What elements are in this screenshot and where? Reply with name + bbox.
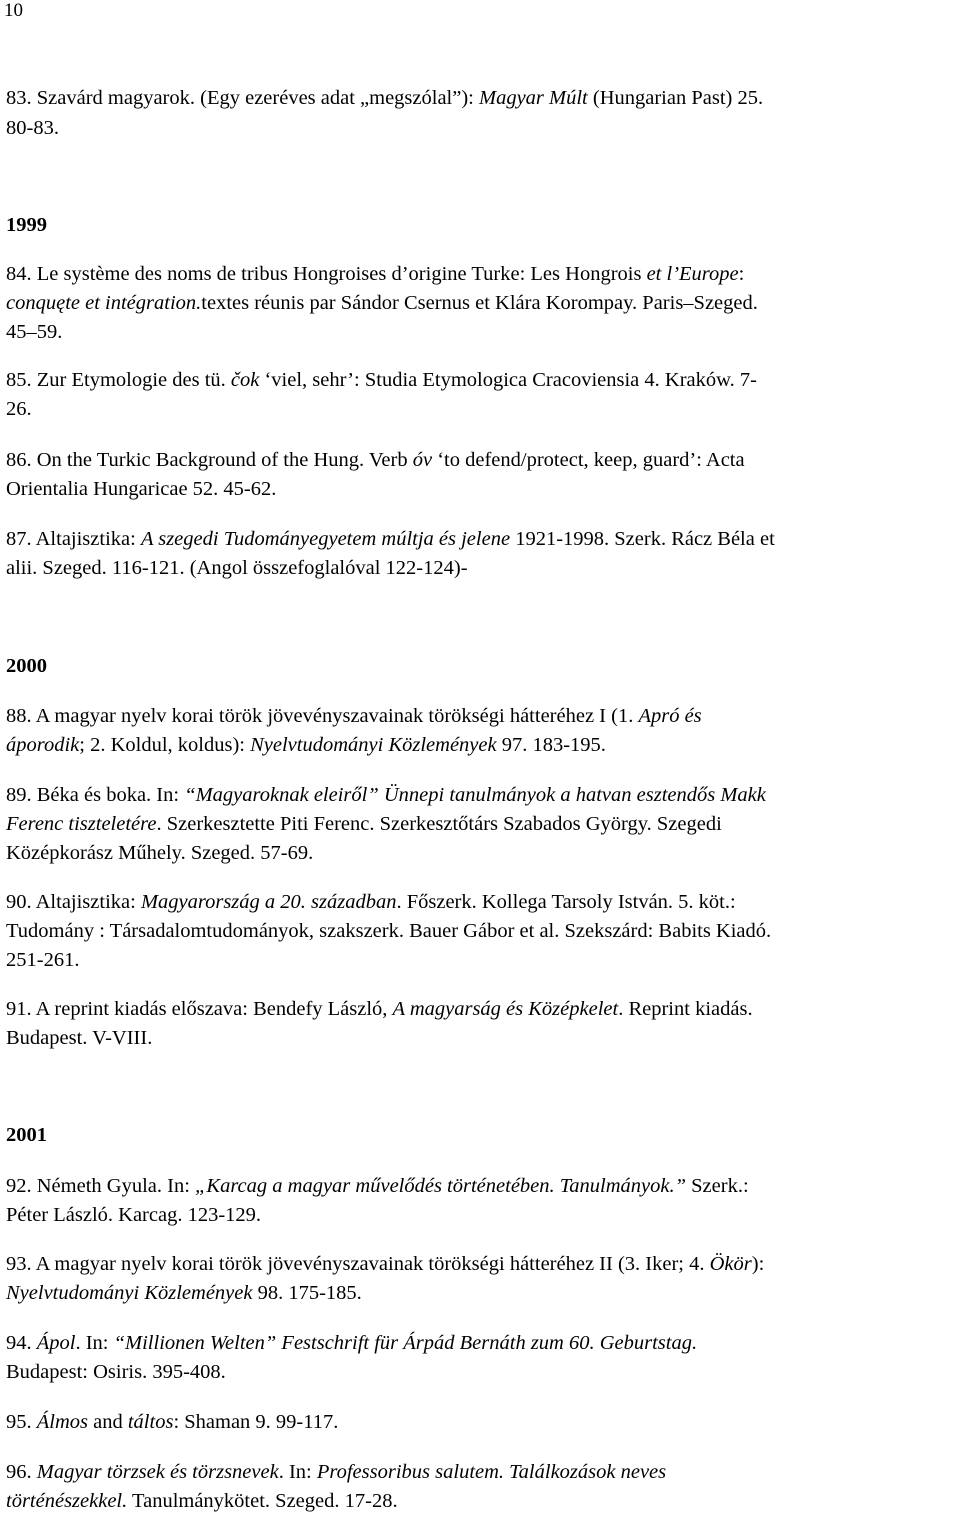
entry-text: Középkorász Műhely. Szeged. 57-69. bbox=[6, 842, 314, 864]
italic-title-text: “Millionen Welten” Festschrift für Árpád Bernáth zum 60. Geburtstag. bbox=[113, 1332, 698, 1354]
page-number: 10 bbox=[4, 0, 23, 21]
entry-text: . Reprint kiadás. bbox=[618, 998, 753, 1020]
bibliography-entry-line bbox=[6, 116, 59, 140]
bibliography-entry-line bbox=[6, 1281, 362, 1305]
bibliography-entry-line bbox=[6, 997, 753, 1021]
bibliography-entry-line bbox=[6, 890, 736, 914]
italic-title-text: Nyelvtudományi Közlemények bbox=[250, 734, 497, 756]
entry-text: alii. Szeged. 116-121. (Angol összefoglalóval 122-124)- bbox=[6, 557, 468, 579]
entry-text: . In: bbox=[75, 1332, 114, 1354]
entry-text: 95. bbox=[6, 1411, 37, 1433]
italic-title-text: conquęte et intégration. bbox=[6, 292, 202, 314]
bibliography-entry-line bbox=[6, 1174, 749, 1198]
bibliography-entry-line bbox=[6, 397, 32, 421]
bibliography-entry-line bbox=[6, 1252, 764, 1276]
bibliography-entry-line bbox=[6, 704, 702, 728]
bibliography-entry-line bbox=[6, 527, 775, 551]
bibliography-entry-line bbox=[6, 86, 763, 110]
italic-title-text: Ápol bbox=[36, 1332, 76, 1354]
entry-text: ‘to defend/protect, keep, guard’: Acta bbox=[432, 449, 745, 471]
entry-text: 87. Altajisztika: bbox=[6, 528, 141, 550]
bibliography-entry-line bbox=[6, 841, 313, 865]
bibliography-entry-line bbox=[6, 1203, 261, 1227]
entry-text: 96. bbox=[6, 1461, 37, 1483]
entry-text: Tudomány : Társadalomtudományok, szakszerk. Bauer Gábor et al. Szekszárd: Babits Kiadó. bbox=[6, 920, 772, 942]
italic-title-text: áporodik bbox=[6, 734, 80, 756]
italic-title-text: Magyar Múlt bbox=[479, 87, 588, 109]
entry-text: : bbox=[738, 263, 745, 285]
italic-title-text: óv bbox=[412, 449, 433, 471]
entry-text: Péter László. Karcag. 123-129. bbox=[6, 1204, 262, 1226]
italic-title-text: čok bbox=[230, 369, 260, 391]
italic-title-text: Ferenc tiszteletére bbox=[6, 813, 157, 835]
entry-text: Budapest: Osiris. 395-408. bbox=[6, 1361, 226, 1383]
entry-text: 86. On the Turkic Background of the Hung. Verb bbox=[6, 449, 413, 471]
bibliography-entry-line bbox=[6, 919, 771, 943]
bibliography-entry-line bbox=[6, 1489, 398, 1513]
bibliography-entry-line bbox=[6, 368, 757, 392]
italic-title-text: A magyarság és Középkelet bbox=[392, 998, 619, 1020]
entry-text: . Szerkesztette Piti Ferenc. Szerkesztőtárs Szabados György. Szegedi bbox=[156, 813, 722, 835]
italic-title-text: Álmos bbox=[36, 1411, 88, 1433]
italic-title-text: Magyarország a 20. században bbox=[140, 891, 397, 913]
entry-text: 98. 175-185. bbox=[252, 1282, 362, 1304]
entry-text: 1921-1998. Szerk. Rácz Béla et bbox=[510, 528, 775, 550]
entry-text: 26. bbox=[6, 398, 32, 420]
entry-text: 84. Le système des noms de tribus Hongroises d’origine Turke: Les Hongrois bbox=[6, 263, 647, 285]
bibliography-entry-line bbox=[6, 1460, 666, 1484]
entry-text: 89. Béka és boka. In: bbox=[6, 784, 185, 806]
entry-text: 92. Németh Gyula. In: bbox=[6, 1175, 196, 1197]
entry-text: 45–59. bbox=[6, 321, 63, 343]
entry-text: 80-83. bbox=[6, 117, 59, 139]
entry-text: 251-261. bbox=[6, 949, 80, 971]
entry-text: Tanulmánykötet. Szeged. 17-28. bbox=[127, 1490, 398, 1512]
bibliography-entry-line bbox=[6, 783, 766, 807]
entry-text: . Főszerk. Kollega Tarsoly István. 5. köt.: bbox=[396, 891, 736, 913]
entry-text: 83. Szavárd magyarok. (Egy ezeréves adat „megszólal”): bbox=[6, 87, 479, 109]
bibliography-entry-line bbox=[6, 320, 62, 344]
entry-text: 94. bbox=[6, 1332, 37, 1354]
entry-text: Szerk.: bbox=[686, 1175, 749, 1197]
italic-title-text: Ökör bbox=[709, 1253, 752, 1275]
bibliography-entry-line bbox=[6, 291, 758, 315]
italic-title-text: Professoribus salutem. Találkozások neves bbox=[316, 1461, 667, 1483]
entry-text: ; 2. Koldul, koldus): bbox=[79, 734, 251, 756]
bibliography-entry-line bbox=[6, 448, 745, 472]
entry-text: Budapest. V-VIII. bbox=[6, 1027, 153, 1049]
italic-title-text: Apró és bbox=[638, 705, 702, 727]
italic-title-text: Magyar törzsek és törzsnevek bbox=[36, 1461, 279, 1483]
italic-title-text: „Karcag a magyar művelődés történetében. Tanulmányok.” bbox=[195, 1175, 687, 1197]
entry-text: 91. A reprint kiadás előszava: Bendefy László, bbox=[6, 998, 393, 1020]
entry-text: . In: bbox=[278, 1461, 317, 1483]
italic-title-text: et l’Europe bbox=[646, 263, 739, 285]
entry-text: textes réunis par Sándor Csernus et Klára Korompay. Paris–Szeged. bbox=[201, 292, 758, 314]
entry-text: : Shaman 9. 99-117. bbox=[173, 1411, 339, 1433]
entry-text: Orientalia Hungaricae 52. 45-62. bbox=[6, 478, 277, 500]
bibliography-entry-line bbox=[6, 477, 276, 501]
italic-title-text: Nyelvtudományi Közlemények bbox=[6, 1282, 253, 1304]
year-heading: 2000 bbox=[6, 655, 47, 677]
entry-text: 90. Altajisztika: bbox=[6, 891, 141, 913]
entry-text: 88. A magyar nyelv korai török jövevényszavainak törökségi hátteréhez I (1. bbox=[6, 705, 639, 727]
italic-title-text: A szegedi Tudományegyetem múltja és jelene bbox=[140, 528, 511, 550]
year-heading: 2001 bbox=[6, 1124, 47, 1146]
bibliography-entry-line bbox=[6, 733, 606, 757]
entry-text: ): bbox=[751, 1253, 765, 1275]
bibliography-entry-line bbox=[6, 262, 744, 286]
entry-text: and bbox=[88, 1411, 128, 1433]
bibliography-entry-line bbox=[6, 1331, 697, 1355]
bibliography-entry-line bbox=[6, 812, 722, 836]
entry-text: (Hungarian Past) 25. bbox=[587, 87, 764, 109]
italic-title-text: történészekkel. bbox=[6, 1490, 128, 1512]
bibliography-entry-line bbox=[6, 556, 468, 580]
bibliography-entry-line bbox=[6, 1360, 226, 1384]
italic-title-text: táltos bbox=[127, 1411, 174, 1433]
bibliography-entry-line bbox=[6, 948, 79, 972]
bibliography-entry-line bbox=[6, 1410, 338, 1434]
entry-text: 93. A magyar nyelv korai török jövevényszavainak törökségi hátteréhez II (3. Iker; 4. bbox=[6, 1253, 710, 1275]
year-heading: 1999 bbox=[6, 214, 47, 236]
italic-title-text: “Magyaroknak eleiről” Ünnepi tanulmányok a hatvan esztendős Makk bbox=[184, 784, 766, 806]
entry-text: ‘viel, sehr’: Studia Etymologica Cracoviensia 4. Kraków. 7- bbox=[259, 369, 757, 391]
entry-text: 97. 183-195. bbox=[496, 734, 606, 756]
bibliography-entry-line bbox=[6, 1026, 152, 1050]
entry-text: 85. Zur Etymologie des tü. bbox=[6, 369, 231, 391]
